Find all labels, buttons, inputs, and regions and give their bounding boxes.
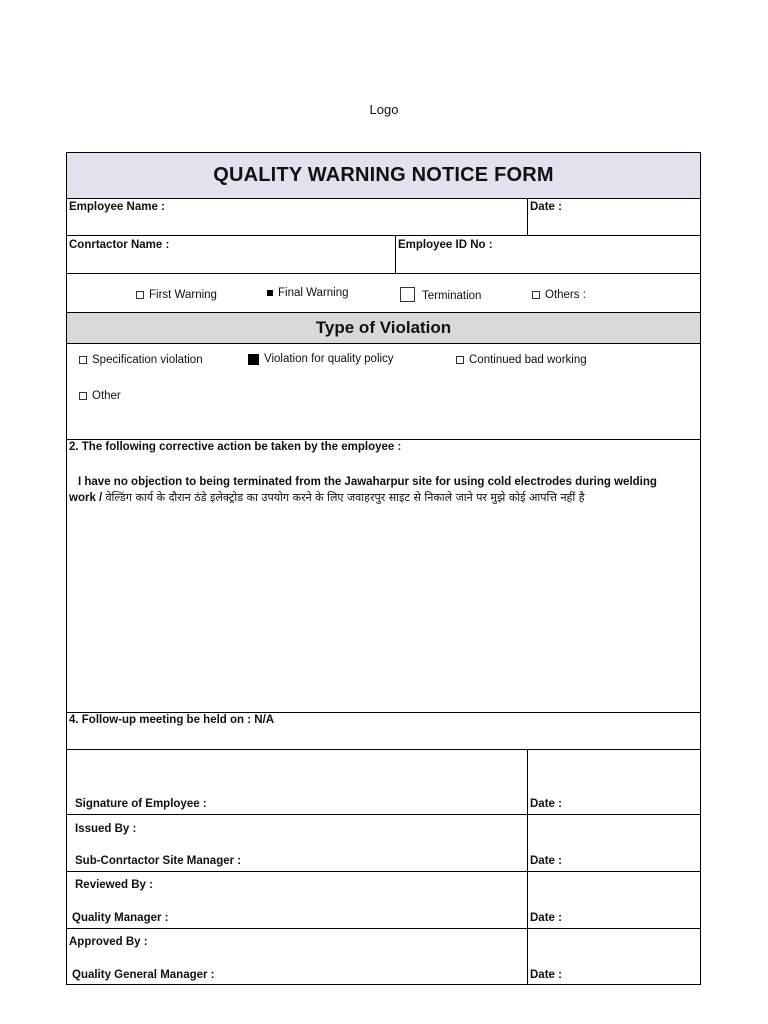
corrective-action-heading: 2. The following corrective action be taken by the employee : bbox=[69, 441, 402, 453]
violation-section-title: Type of Violation bbox=[315, 318, 452, 337]
employee-signature-date: Date : bbox=[530, 798, 562, 810]
quality-manager-label: Quality Manager : bbox=[72, 912, 169, 924]
row-divider bbox=[66, 343, 701, 344]
followup-label: 4. Follow-up meeting be held on : N/A bbox=[69, 714, 275, 726]
corrective-line-2-hi: वेल्डिंग कार्य के दौरान ठंडे इलेक्ट्रोड का उपयोग करने के लिए जवाहरपुर साइट से निकाले जाने पर मुझे कोई आपत्ति नहीं है bbox=[105, 491, 585, 504]
quality-policy-label: Violation for quality policy bbox=[264, 353, 394, 365]
checkbox-filled-icon bbox=[267, 290, 273, 296]
quality-gm-label: Quality General Manager : bbox=[72, 969, 215, 981]
termination-label: Termination bbox=[422, 290, 482, 302]
checkbox-empty-icon bbox=[79, 356, 87, 364]
checkbox-empty-icon bbox=[532, 291, 540, 299]
other-violation-label: Other bbox=[92, 390, 121, 402]
form-title: QUALITY WARNING NOTICE FORM bbox=[213, 164, 554, 186]
approved-by-label: Approved By : bbox=[69, 936, 148, 948]
others-checkbox[interactable] bbox=[532, 289, 586, 301]
quality-policy-checkbox[interactable] bbox=[248, 353, 394, 365]
first-warning-checkbox[interactable] bbox=[136, 289, 217, 301]
employee-id-label: Employee ID No : bbox=[398, 239, 493, 251]
final-warning-label: Final Warning bbox=[278, 287, 349, 299]
corrective-action-text bbox=[69, 474, 697, 506]
first-warning-label: First Warning bbox=[149, 289, 217, 301]
checkbox-empty-icon bbox=[136, 291, 144, 299]
termination-checkbox[interactable] bbox=[400, 286, 481, 302]
employee-name-label: Employee Name : bbox=[69, 201, 165, 213]
contractor-name-label: Conrtactor Name : bbox=[69, 239, 170, 251]
checkbox-filled-icon bbox=[248, 354, 259, 365]
logo-placeholder: Logo bbox=[369, 102, 399, 117]
spec-violation-checkbox[interactable] bbox=[79, 354, 203, 366]
sub-contractor-date: Date : bbox=[530, 855, 562, 867]
col-divider bbox=[527, 198, 528, 235]
checkbox-empty-icon bbox=[400, 287, 415, 302]
sub-contractor-manager-label: Sub-Conrtactor Site Manager : bbox=[75, 855, 242, 867]
corrective-line-1: I have no objection to being terminated from the Jawaharpur site for using cold electrodes during welding bbox=[78, 476, 657, 488]
row-divider bbox=[66, 712, 701, 713]
checkbox-empty-icon bbox=[456, 356, 464, 364]
col-divider bbox=[527, 749, 528, 985]
final-warning-checkbox[interactable] bbox=[267, 287, 349, 299]
row-divider bbox=[66, 235, 701, 236]
spec-violation-label: Specification violation bbox=[92, 354, 203, 366]
corrective-line-2-en: work / bbox=[69, 492, 106, 504]
row-divider bbox=[66, 749, 701, 750]
reviewed-by-label: Reviewed By : bbox=[75, 879, 153, 891]
row-divider bbox=[66, 198, 701, 199]
issued-by-label: Issued By : bbox=[75, 823, 137, 835]
bad-working-label: Continued bad working bbox=[469, 354, 587, 366]
row-divider bbox=[66, 439, 701, 440]
employee-signature-label: Signature of Employee : bbox=[75, 798, 207, 810]
row-divider bbox=[66, 928, 701, 929]
row-divider bbox=[66, 273, 701, 274]
other-violation-checkbox[interactable] bbox=[79, 390, 121, 402]
row-divider bbox=[66, 871, 701, 872]
row-divider bbox=[66, 814, 701, 815]
others-label: Others : bbox=[545, 289, 586, 301]
bad-working-checkbox[interactable] bbox=[456, 354, 587, 366]
date-label: Date : bbox=[530, 201, 562, 213]
checkbox-empty-icon bbox=[79, 392, 87, 400]
quality-gm-date: Date : bbox=[530, 969, 562, 981]
quality-manager-date: Date : bbox=[530, 912, 562, 924]
col-divider bbox=[395, 235, 396, 273]
